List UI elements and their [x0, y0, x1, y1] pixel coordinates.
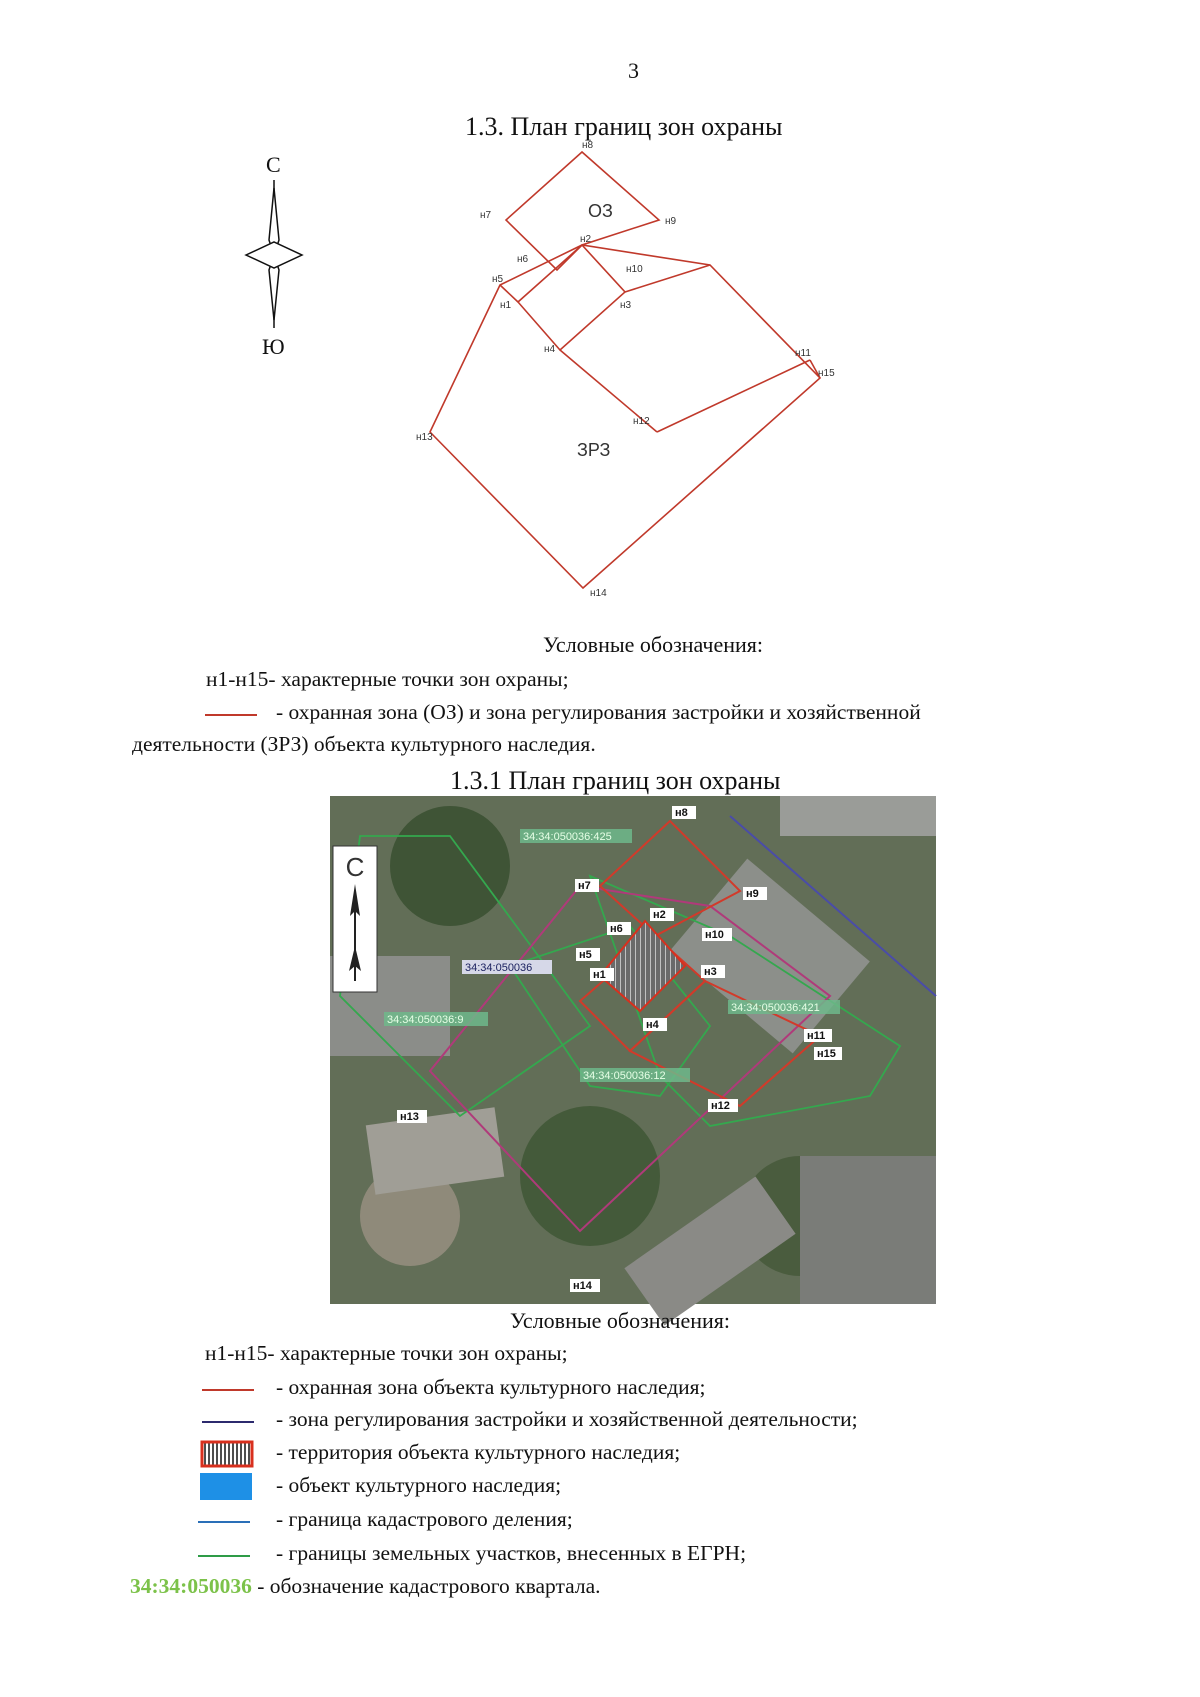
cadastral-label: 34:34:050036:425: [523, 831, 612, 843]
map-point-n6: н6: [610, 923, 623, 935]
legend2-object-text: - объект культурного наследия;: [276, 1473, 562, 1497]
map-north-letter: С: [345, 852, 365, 882]
page-number: 3: [628, 58, 639, 83]
legend1-zone-swatch: [205, 714, 257, 716]
legend1-points-text: - характерные точки зон охраны;: [268, 667, 569, 691]
point-label-n3: н3: [620, 300, 632, 311]
point-label-n9: н9: [665, 216, 677, 227]
cadastral-label: 34:34:050036:12: [583, 1070, 666, 1082]
legend2-cadastral-text: - граница кадастрового деления;: [276, 1507, 573, 1531]
legend1-points-label: н1-н15: [206, 667, 269, 691]
map-point-n12: н12: [711, 1100, 730, 1112]
map-point-n7: н7: [578, 880, 591, 892]
legend1-zone-text: - охранная зона (ОЗ) и зона регулирования застройки и хозяйственной: [276, 700, 921, 724]
zrz-boundary: [430, 245, 820, 588]
object-boundary: [518, 245, 625, 350]
point-label-n15: н15: [818, 368, 835, 379]
zone-label-oz: ОЗ: [588, 201, 613, 221]
map-point-n9: н9: [746, 888, 759, 900]
cadastral-label: 34:34:050036:9: [387, 1014, 464, 1026]
legend2-swatch-parcels: [198, 1555, 250, 1557]
section-title-plan: 1.3. План границ зон охраны: [465, 112, 783, 141]
legend1-zone-text-2: деятельности (ЗРЗ) объекта культурного наследия.: [132, 732, 596, 756]
cadastral-label: 34:34:050036: [465, 962, 533, 974]
legend2-oz-text: - охранная зона объекта культурного наследия;: [276, 1375, 706, 1399]
cadastral-label: 34:34:050036:421: [731, 1002, 820, 1014]
map-point-n3: н3: [704, 966, 717, 978]
map-point-n10: н10: [705, 929, 724, 941]
point-label-n12: н12: [633, 416, 650, 427]
legend-title-1: Условные обозначения:: [543, 632, 764, 657]
map-point-n14: н14: [573, 1280, 592, 1292]
point-label-n8: н8: [582, 140, 594, 151]
point-label-n14: н14: [590, 588, 607, 599]
map-point-n13: н13: [400, 1111, 419, 1123]
zone-label-zrz: ЗРЗ: [577, 440, 611, 460]
map-point-n1: н1: [593, 969, 606, 981]
aerial-map: [330, 796, 936, 1304]
zone-plan-schematic: [416, 140, 860, 610]
map-point-n2: н2: [653, 909, 666, 921]
map-point-n11: н11: [807, 1030, 826, 1042]
legend2-quarter-row: [130, 1574, 601, 1599]
legend2-swatch-object: [200, 1473, 252, 1500]
point-label-n6: н6: [517, 254, 529, 265]
map-point-n4: н4: [646, 1019, 659, 1031]
legend2-swatch-zrz: [202, 1421, 254, 1423]
legend1-points-row: [206, 667, 569, 692]
point-label-n1: н1: [500, 300, 512, 311]
legend2-swatch-territory: [200, 1440, 254, 1468]
map-point-n5: н5: [579, 949, 592, 961]
compass-rose-icon: [244, 180, 304, 328]
point-label-n5: н5: [492, 274, 504, 285]
oz-boundary: [506, 152, 659, 270]
map-point-n8: н8: [675, 807, 688, 819]
legend2-quarter-code: 34:34:050036: [130, 1574, 252, 1598]
map-point-n15: н15: [817, 1048, 836, 1060]
compass-south-label: Ю: [262, 334, 285, 359]
legend-title-2: Условные обозначения:: [510, 1308, 731, 1333]
legend2-parcels-text: - границы земельных участков, внесенных в ЕГРН;: [276, 1541, 747, 1565]
legend2-points-label: н1-н15: [205, 1341, 268, 1365]
point-label-n7: н7: [480, 210, 492, 221]
legend2-swatch-oz: [202, 1389, 254, 1391]
compass-north-label: С: [266, 152, 281, 177]
point-label-n13: н13: [416, 432, 433, 443]
legend2-zrz-text: - зона регулирования застройки и хозяйственной деятельности;: [276, 1407, 858, 1431]
legend2-quarter-text: - обозначение кадастрового квартала.: [257, 1574, 601, 1598]
point-label-n10: н10: [626, 264, 643, 275]
legend2-points-text: - характерные точки зон охраны;: [267, 1341, 568, 1365]
point-label-n2: н2: [580, 234, 592, 245]
legend2-swatch-cadastral: [198, 1521, 250, 1523]
point-label-n4: н4: [544, 344, 556, 355]
section-title-plan-map: 1.3.1 План границ зон охраны: [450, 766, 781, 795]
legend2-points-row: [205, 1341, 568, 1366]
legend2-territory-text: - территория объекта культурного наследия;: [276, 1440, 681, 1464]
point-label-n11: н11: [795, 348, 811, 359]
